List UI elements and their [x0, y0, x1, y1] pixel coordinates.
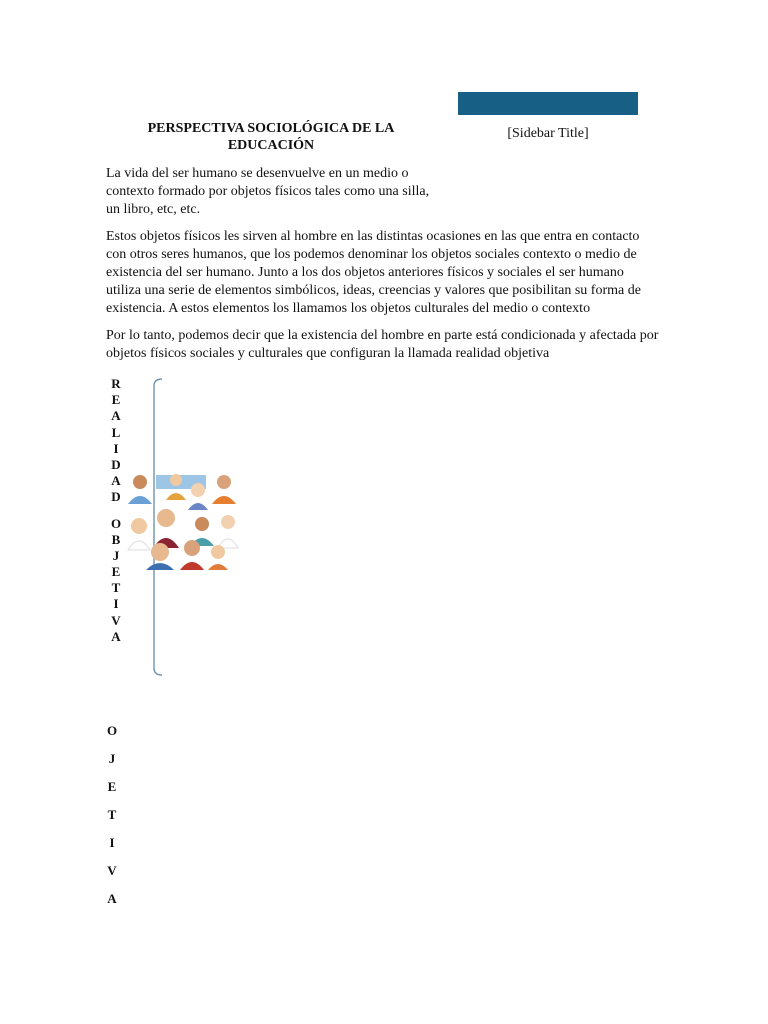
- people-group-icon[interactable]: [126, 470, 242, 570]
- vertical-letter: O: [110, 515, 122, 531]
- vertical-letter: L: [111, 424, 121, 440]
- vertical-letter: A: [111, 408, 121, 424]
- vertical-letter: J: [112, 547, 120, 563]
- vertical-letter: A: [107, 891, 117, 906]
- paragraph-1: La vida del ser humano se desenvuelve en un medio o contexto formado por objetos físicos tales como una silla, un libro, etc, etc.: [106, 166, 430, 217]
- vertical-letter: D: [111, 489, 121, 505]
- vertical-label-realidad-objetiva: [104, 376, 128, 645]
- vertical-letter: E: [111, 564, 121, 580]
- vertical-letter: B: [111, 531, 121, 547]
- vertical-letter: D: [111, 456, 121, 472]
- sidebar-accent-bar: [458, 92, 638, 115]
- vertical-letter-gap: [104, 506, 128, 516]
- vertical-letter: T: [111, 580, 121, 596]
- vertical-letter: I: [113, 440, 119, 456]
- vertical-letter: J: [108, 751, 116, 766]
- sidebar-title[interactable]: [Sidebar Title]: [507, 126, 589, 141]
- paragraph-3: Por lo tanto, podemos decir que la existencia del hombre en parte está condicionada y afectada por objetos físicos sociales y culturales que configuran la llamada realidad objetiva: [106, 328, 659, 361]
- vertical-letter: E: [111, 392, 121, 408]
- vertical-letter: E: [107, 779, 117, 794]
- paragraph-2: Estos objetos físicos les sirven al hombre en las distintas ocasiones en las que entra en contacto con otros seres humanos, que los podemos denominar los objetos sociales contexto o medio de existencia del ser humano. Junto a los dos objetos anteriores físicos y sociales el ser humano utiliza una serie de elementos simbólicos, ideas, creencias y valores que posibilitan su forma de existencia. A estos elementos los llamamos los objetos culturales del medio o contexto: [106, 229, 641, 316]
- vertical-letter: A: [111, 628, 121, 644]
- vertical-letter: O: [106, 723, 118, 738]
- vertical-letter: V: [111, 612, 121, 628]
- vertical-letter: A: [111, 473, 121, 489]
- vertical-label-ojetiva: [100, 722, 124, 918]
- vertical-letter: I: [113, 596, 119, 612]
- vertical-letter: T: [107, 807, 117, 822]
- document-title: PERSPECTIVA SOCIOLÓGICA DE LA EDUCACIÓN: [147, 121, 395, 153]
- vertical-letter: R: [111, 376, 121, 391]
- vertical-letter: I: [109, 835, 115, 850]
- vertical-letter: V: [107, 863, 117, 878]
